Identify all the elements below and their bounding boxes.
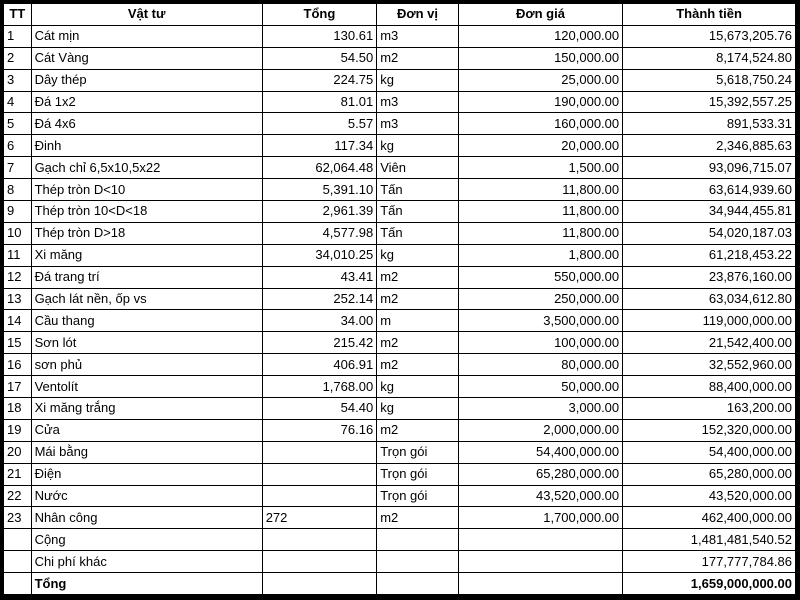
cell-unit: Viên [377,157,459,179]
table-row [4,376,796,398]
cell-total: 152,320,000.00 [623,419,796,441]
cell-item: Xi măng trắng [31,398,262,420]
cell-qty [262,441,377,463]
cell-tt: 21 [4,463,32,485]
table-row [4,507,796,529]
cell-qty: 34,010.25 [262,244,377,266]
table-row [4,91,796,113]
cell-unit: m2 [377,266,459,288]
cell-tt: 7 [4,157,32,179]
cell-unit: m3 [377,91,459,113]
cell-item: Nhân công [31,507,262,529]
cell-item: Mái bằng [31,441,262,463]
cell-total: 43,520,000.00 [623,485,796,507]
cell-tt [4,573,32,595]
cell-total: 15,392,557.25 [623,91,796,113]
table-row [4,266,796,288]
table-row [4,354,796,376]
cell-tt: 9 [4,201,32,223]
header-item: Vật tư [31,4,262,26]
cell-total: 88,400,000.00 [623,376,796,398]
header-unit: Đơn vị [377,4,459,26]
cell-price: 160,000.00 [458,113,622,135]
header-qty: Tổng [262,4,377,26]
cell-tt: 12 [4,266,32,288]
table-row [4,441,796,463]
table-row [4,157,796,179]
cell-tt: 18 [4,398,32,420]
cell-item: Thép tròn 10<D<18 [31,201,262,223]
cell-qty: 215.42 [262,332,377,354]
cell-item: Cầu thang [31,310,262,332]
cell-qty: 4,577.98 [262,222,377,244]
cell-qty: 81.01 [262,91,377,113]
cell-price: 11,800.00 [458,179,622,201]
table-row [4,25,796,47]
cell-price [458,573,622,595]
cell-unit: m3 [377,25,459,47]
cell-unit [377,573,459,595]
cell-unit: kg [377,69,459,91]
cell-total: 21,542,400.00 [623,332,796,354]
cell-tt: 4 [4,91,32,113]
cell-item: sơn phủ [31,354,262,376]
cell-unit: Trọn gói [377,463,459,485]
other-cost-row [4,551,796,573]
cell-price: 550,000.00 [458,266,622,288]
cell-price: 120,000.00 [458,25,622,47]
cell-total: 61,218,453.22 [623,244,796,266]
table-row [4,179,796,201]
cell-tt: 13 [4,288,32,310]
cell-unit: m2 [377,288,459,310]
cell-qty: 252.14 [262,288,377,310]
cell-price [458,529,622,551]
cell-tt: 15 [4,332,32,354]
cell-price: 1,700,000.00 [458,507,622,529]
cell-total: 8,174,524.80 [623,47,796,69]
cell-unit: Tấn [377,179,459,201]
cell-item: Cửa [31,419,262,441]
cell-unit: m3 [377,113,459,135]
header-total: Thành tiền [623,4,796,26]
cell-total: 54,400,000.00 [623,441,796,463]
table-row [4,310,796,332]
cell-tt: 19 [4,419,32,441]
cell-unit: m2 [377,354,459,376]
cell-total: 54,020,187.03 [623,222,796,244]
cell-total: 891,533.31 [623,113,796,135]
cell-item: Thép tròn D<10 [31,179,262,201]
cell-unit: m2 [377,507,459,529]
cell-tt: 11 [4,244,32,266]
header-tt: TT [4,4,32,26]
cell-total: 119,000,000.00 [623,310,796,332]
cell-item: Ventolít [31,376,262,398]
cell-unit [377,529,459,551]
cell-qty: 5.57 [262,113,377,135]
cell-unit: m2 [377,47,459,69]
cell-price: 250,000.00 [458,288,622,310]
cell-item: Đá 1x2 [31,91,262,113]
cell-item: Thép tròn D>18 [31,222,262,244]
cell-total: 65,280,000.00 [623,463,796,485]
cell-total: 5,618,750.24 [623,69,796,91]
cell-unit: kg [377,244,459,266]
cell-price: 3,000.00 [458,398,622,420]
cell-tt: 20 [4,441,32,463]
cell-unit: Tấn [377,201,459,223]
cell-total: 163,200.00 [623,398,796,420]
other-cost-label: Chi phí khác [31,551,262,573]
cell-qty: 5,391.10 [262,179,377,201]
cell-price: 1,500.00 [458,157,622,179]
cell-qty: 34.00 [262,310,377,332]
table-row [4,135,796,157]
cell-unit [377,551,459,573]
cell-item: Đá trang trí [31,266,262,288]
table-row [4,485,796,507]
cell-tt [4,551,32,573]
cell-qty: 1,768.00 [262,376,377,398]
cell-qty: 54.40 [262,398,377,420]
cell-price: 54,400,000.00 [458,441,622,463]
cell-item: Gạch chỉ 6,5x10,5x22 [31,157,262,179]
cell-price: 50,000.00 [458,376,622,398]
table-row [4,113,796,135]
table-row [4,419,796,441]
cell-price: 43,520,000.00 [458,485,622,507]
grand-total-row [4,573,796,595]
cell-price: 190,000.00 [458,91,622,113]
materials-cost-table [3,3,796,595]
cell-qty: 130.61 [262,25,377,47]
subtotal-value: 1,481,481,540.52 [623,529,796,551]
cell-price: 25,000.00 [458,69,622,91]
cell-qty: 54.50 [262,47,377,69]
cell-tt: 10 [4,222,32,244]
table-row [4,332,796,354]
cell-qty: 117.34 [262,135,377,157]
cell-item: Đá 4x6 [31,113,262,135]
cell-price: 150,000.00 [458,47,622,69]
other-cost-value: 177,777,784.86 [623,551,796,573]
cell-tt: 17 [4,376,32,398]
table-row [4,69,796,91]
cell-qty: 2,961.39 [262,201,377,223]
cell-unit: kg [377,135,459,157]
cell-unit: kg [377,398,459,420]
cell-tt: 3 [4,69,32,91]
cell-item: Sơn lót [31,332,262,354]
cell-qty: 272 [262,507,377,529]
subtotal-row [4,529,796,551]
cell-qty: 62,064.48 [262,157,377,179]
cell-price: 11,800.00 [458,201,622,223]
cell-qty: 224.75 [262,69,377,91]
table-row [4,222,796,244]
cell-total: 34,944,455.81 [623,201,796,223]
grand-total-label: Tổng [31,573,262,595]
cell-qty: 406.91 [262,354,377,376]
cell-unit: Trọn gói [377,485,459,507]
cell-item: Cát mịn [31,25,262,47]
cell-unit: kg [377,376,459,398]
cell-unit: m [377,310,459,332]
table-row [4,288,796,310]
cell-tt: 2 [4,47,32,69]
cell-price: 3,500,000.00 [458,310,622,332]
cell-total: 63,034,612.80 [623,288,796,310]
header-price: Đơn giá [458,4,622,26]
cell-price: 80,000.00 [458,354,622,376]
table-row [4,47,796,69]
cell-qty [262,529,377,551]
header-row [4,4,796,26]
cell-qty [262,485,377,507]
table-row [4,463,796,485]
cell-unit: Trọn gói [377,441,459,463]
cell-price: 2,000,000.00 [458,419,622,441]
cell-total: 2,346,885.63 [623,135,796,157]
cell-unit: Tấn [377,222,459,244]
cell-total: 32,552,960.00 [623,354,796,376]
cell-total: 15,673,205.76 [623,25,796,47]
cell-qty [262,463,377,485]
cell-price: 100,000.00 [458,332,622,354]
table-row [4,398,796,420]
grand-total-value: 1,659,000,000.00 [623,573,796,595]
cell-tt: 5 [4,113,32,135]
cell-price: 1,800.00 [458,244,622,266]
cell-tt: 16 [4,354,32,376]
cell-qty: 76.16 [262,419,377,441]
cell-price [458,551,622,573]
subtotal-label: Cộng [31,529,262,551]
cell-qty [262,551,377,573]
cell-tt: 23 [4,507,32,529]
cell-tt: 14 [4,310,32,332]
cell-qty: 43.41 [262,266,377,288]
cell-total: 63,614,939.60 [623,179,796,201]
cell-tt: 6 [4,135,32,157]
cell-item: Nước [31,485,262,507]
cell-item: Cát Vàng [31,47,262,69]
cell-item: Dây thép [31,69,262,91]
cell-item: Điện [31,463,262,485]
table-row [4,201,796,223]
cell-price: 11,800.00 [458,222,622,244]
cell-tt [4,529,32,551]
cell-total: 93,096,715.07 [623,157,796,179]
cell-unit: m2 [377,419,459,441]
cell-total: 23,876,160.00 [623,266,796,288]
cell-item: Xi măng [31,244,262,266]
cell-tt: 1 [4,25,32,47]
cell-item: Gạch lát nền, ốp vs [31,288,262,310]
cell-price: 20,000.00 [458,135,622,157]
cell-total: 462,400,000.00 [623,507,796,529]
cell-tt: 8 [4,179,32,201]
table-row [4,244,796,266]
cell-tt: 22 [4,485,32,507]
cell-price: 65,280,000.00 [458,463,622,485]
cell-item: Đinh [31,135,262,157]
cell-unit: m2 [377,332,459,354]
cell-qty [262,573,377,595]
